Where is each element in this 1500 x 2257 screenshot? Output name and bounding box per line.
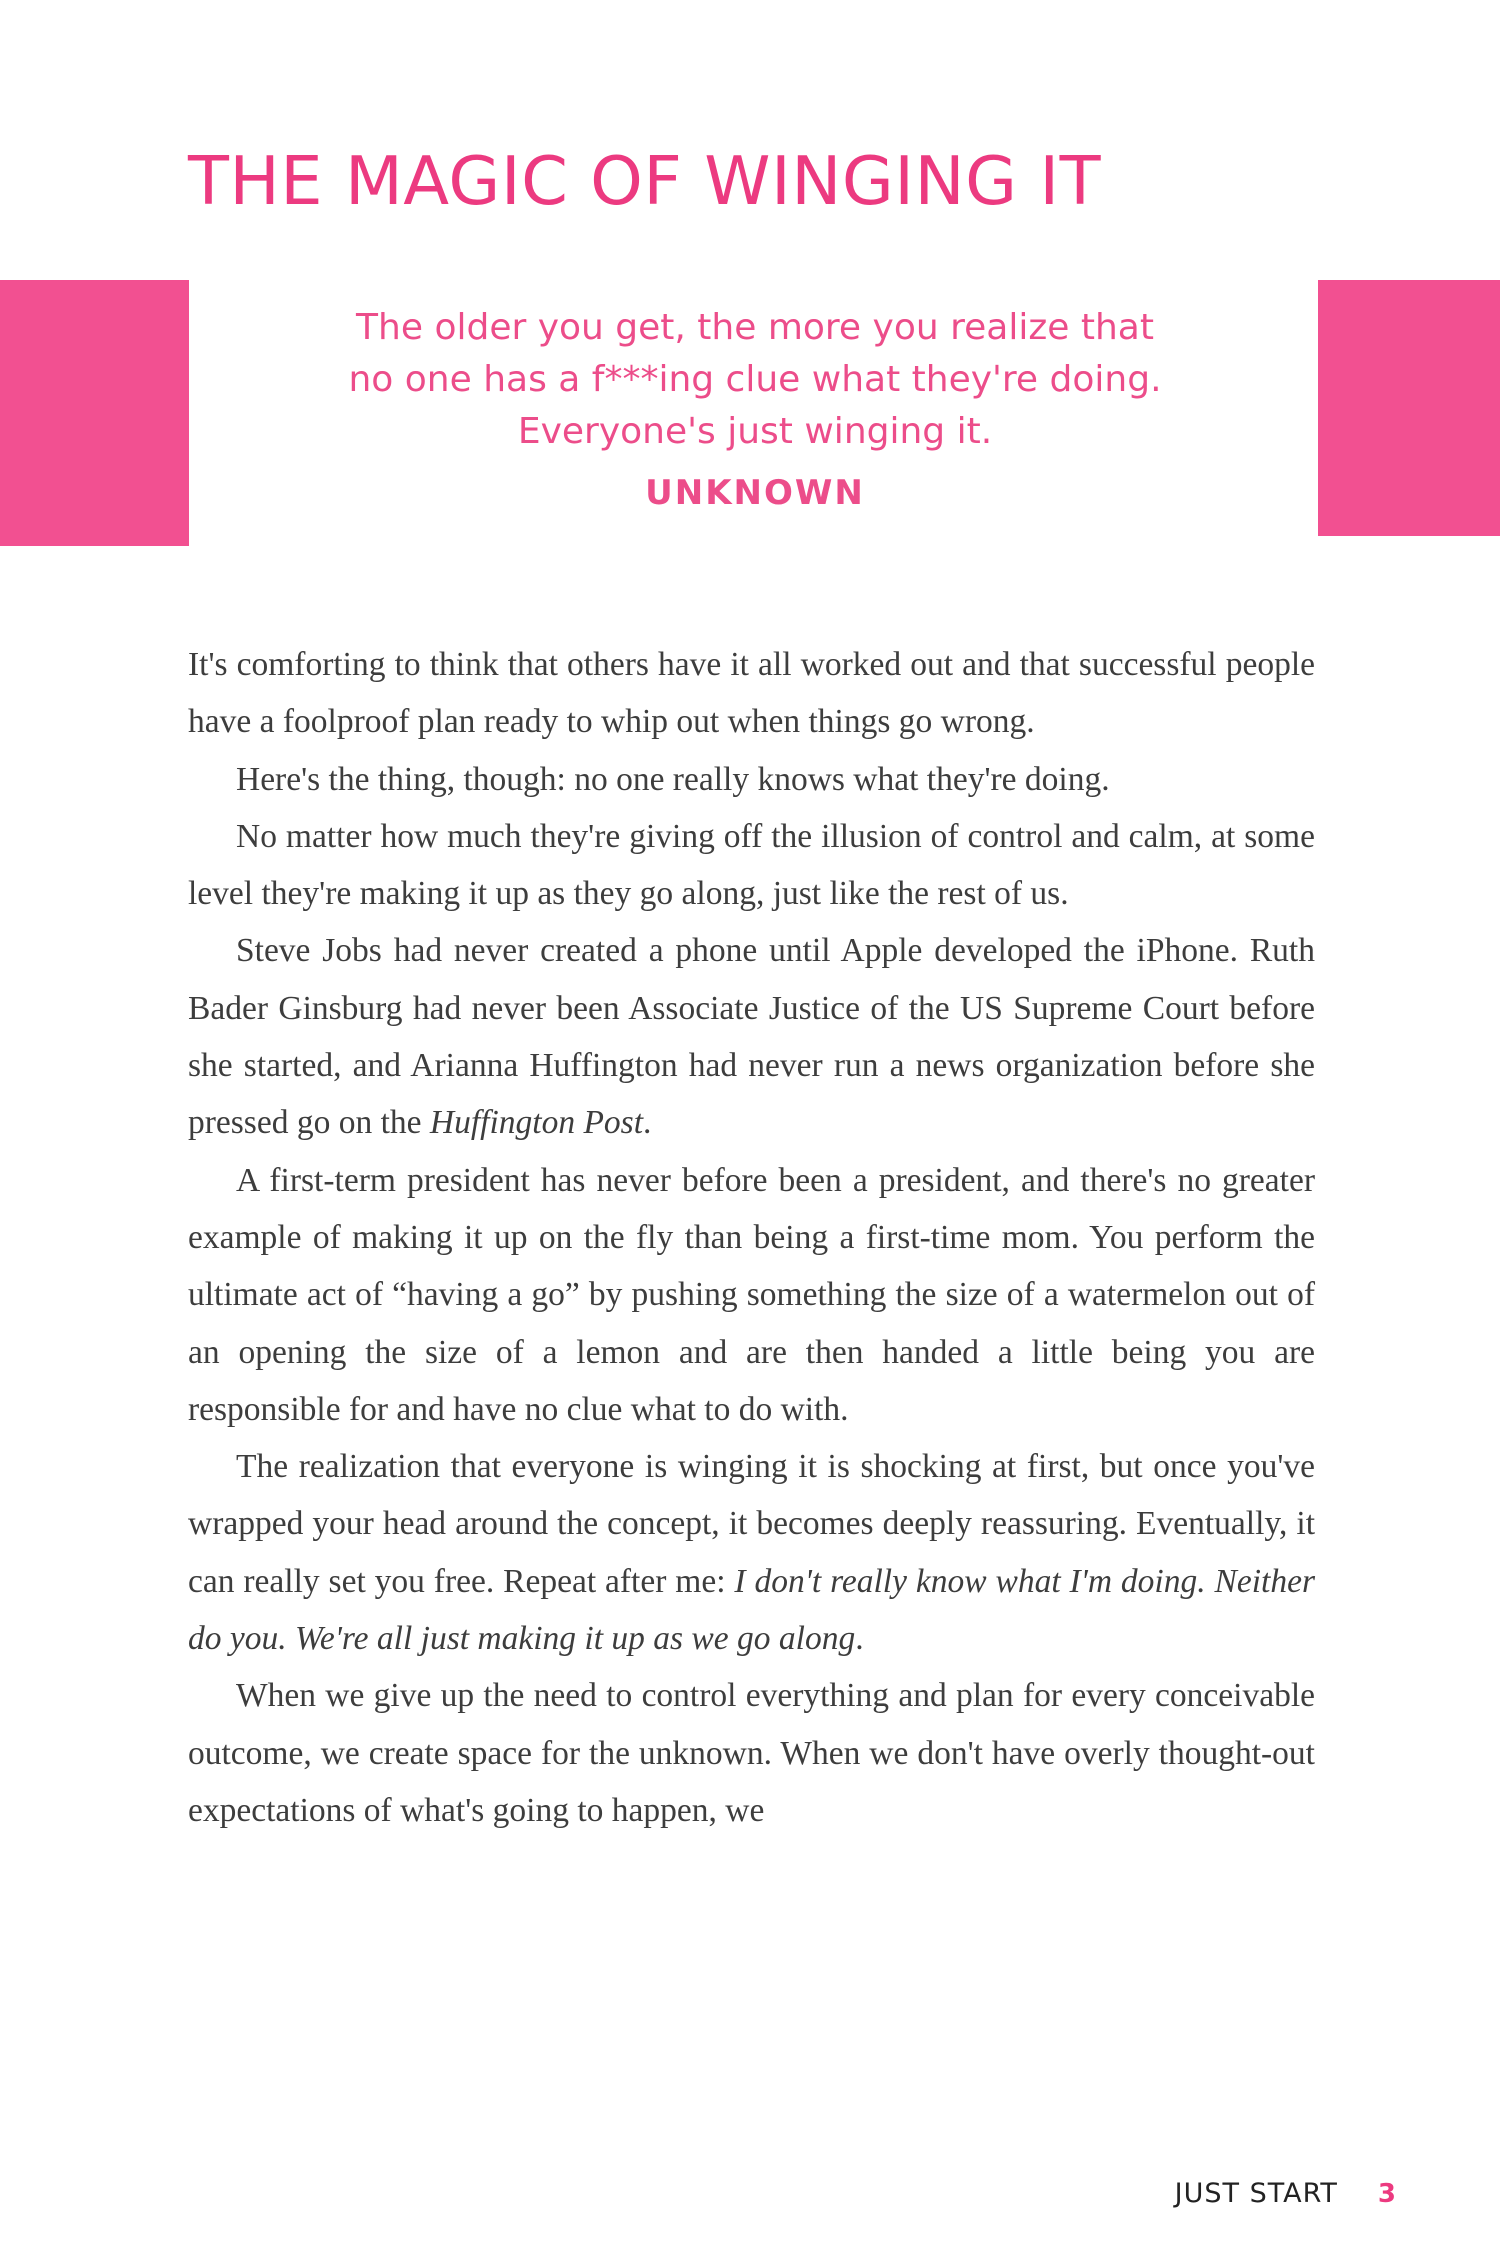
paragraph-6-italic: I don't really know what I'm doing. Neither do you. We're all just making it up as we go along	[188, 1562, 1315, 1658]
paragraph-4-text: Steve Jobs had never created a phone until Apple developed the iPhone. Ruth Bader Ginsburg had never been Associate Justice of the US Supreme Court before she started, and Arianna Huffington had never run a news organization before she pressed go on the	[188, 932, 1315, 1142]
paragraph-5: A first-term president has never before been a president, and there's no greater example of making it up on the fly than being a first-time mom. You perform the ultimate act of “having a go” by pushing something the size of a watermelon out of an opening the size of a lemon and are then handed a little being you are responsible for and have no clue what to do with.	[188, 1161, 1315, 1428]
paragraph-4-italic: Huffington Post	[429, 1104, 644, 1142]
epigraph-line-1: The older you get, the more you realize that	[356, 307, 1154, 348]
epigraph-attribution: UNKNOWN	[645, 473, 865, 513]
left-accent-bar	[0, 280, 189, 546]
body-text	[188, 636, 1315, 1839]
epigraph-line-3: Everyone's just winging it.	[517, 411, 993, 452]
paragraph-2: Here's the thing, though: no one really knows what they're doing.	[236, 760, 1110, 798]
page-footer	[1175, 2178, 1396, 2209]
paragraph-3: No matter how much they're giving off the illusion of control and calm, at some level they're making it up as they go along, just like the rest of us.	[188, 817, 1315, 913]
paragraph-6-end: .	[855, 1620, 864, 1658]
running-head: JUST START	[1174, 2178, 1338, 2209]
paragraph-6	[188, 1438, 1315, 1667]
paragraph-4-end: .	[643, 1104, 652, 1142]
paragraph-7: When we give up the need to control everything and plan for every conceivable outcome, we create space for the unknown. When we don't have overly thought-out expectations of what's going to happen, we	[188, 1677, 1315, 1829]
page-number: 3	[1377, 2179, 1396, 2209]
epigraph-quote	[230, 302, 1280, 515]
chapter-title: THE MAGIC OF WINGING IT	[188, 142, 1102, 220]
epigraph-line-2: no one has a f***ing clue what they're doing.	[348, 359, 1162, 400]
right-accent-bar	[1318, 280, 1500, 536]
paragraph-1: It's comforting to think that others have it all worked out and that successful people have a foolproof plan ready to whip out when things go wrong.	[188, 646, 1315, 741]
paragraph-6-text: The realization that everyone is winging it is shocking at first, but once you've wrapped your head around the concept, it becomes deeply reassuring. Eventually, it can really set you free. Repeat after me:	[188, 1448, 1315, 1600]
paragraph-4	[188, 922, 1315, 1151]
